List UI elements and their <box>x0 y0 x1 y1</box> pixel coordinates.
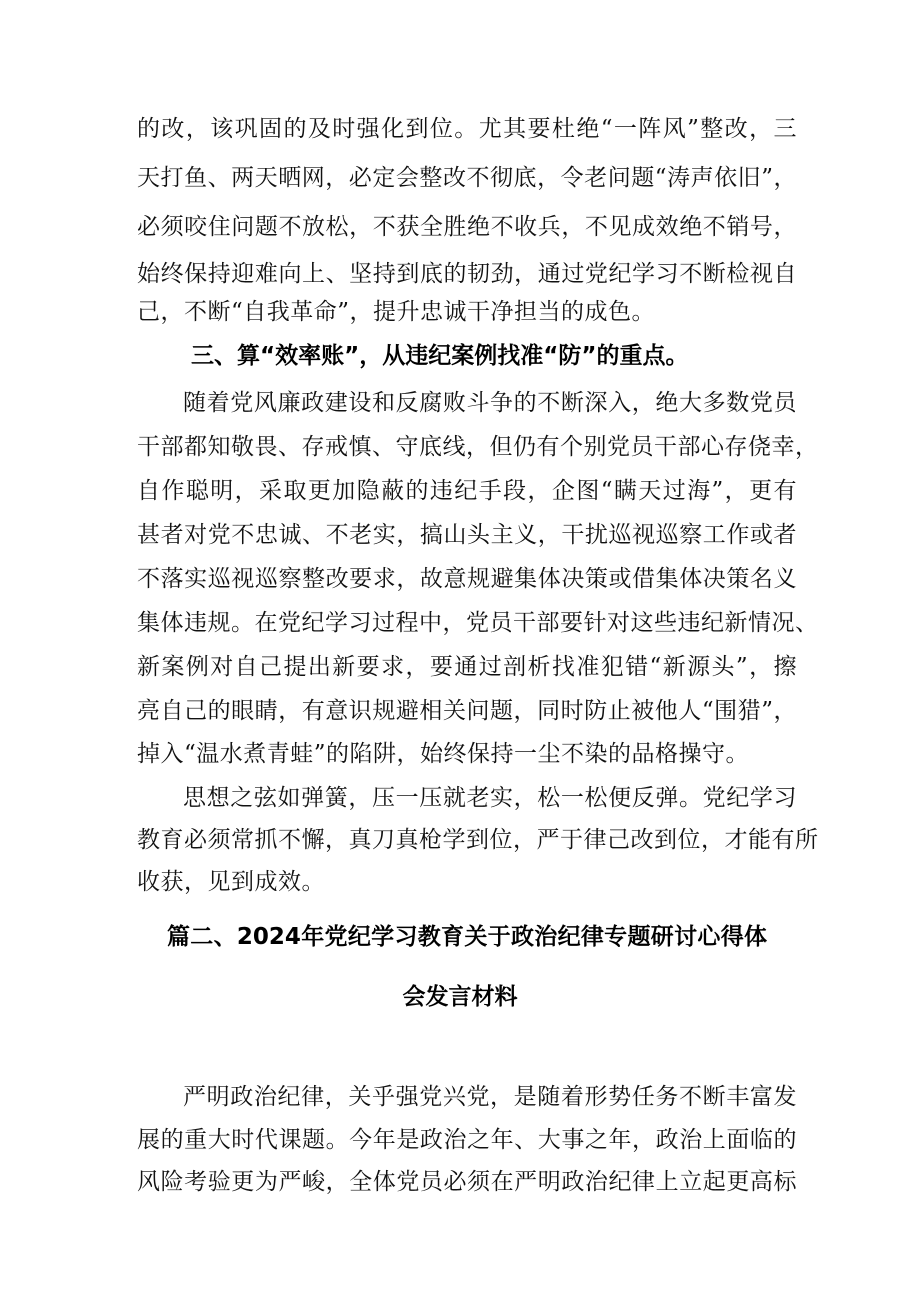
text-line: 教育必须常抓不懈，真刀真枪学到位，严于律己改到位，才能有所 <box>137 827 819 853</box>
article-title-line-1: 篇二、2024年党纪学习教育关于政治纪律专题研讨心得体 <box>167 924 767 950</box>
text-line: 严明政治纪律，关乎强党兴党，是随着形势任务不断丰富发 <box>183 1084 797 1110</box>
text-line: 干部都知敬畏、存戒慎、守底线，但仍有个别党员干部心存侥幸， <box>137 434 819 460</box>
text-line: 不落实巡视巡察整改要求，故意规避集体决策或借集体决策名义 <box>137 566 797 592</box>
text-line: 集体违规。在党纪学习过程中，党员干部要针对这些违纪新情况、 <box>137 610 819 636</box>
text-line: 思想之弦如弹簧，压一压就老实，松一松便反弹。党纪学习 <box>183 785 797 811</box>
text-line: 掉入“温水煮青蛙”的陷阱，始终保持一尘不染的品格操守。 <box>137 741 750 767</box>
article-title-line-2: 会发言材料 <box>402 984 518 1010</box>
text-line: 展的重大时代课题。今年是政治之年、大事之年，政治上面临的 <box>137 1127 797 1153</box>
text-line: 风险考验更为严峻，全体党员必须在严明政治纪律上立起更高标 <box>137 1169 797 1195</box>
text-line: 甚者对党不忠诚、不老实，搞山头主义，干扰巡视巡察工作或者 <box>137 522 797 548</box>
text-line: 始终保持迎难向上、坚持到底的韧劲，通过党纪学习不断检视自 <box>137 261 797 287</box>
text-line: 自作聪明，采取更加隐蔽的违纪手段，企图“瞒天过海”，更有 <box>137 478 797 504</box>
section-heading: 三、算“效率账”，从违纪案例找准“防”的重点。 <box>191 343 689 369</box>
text-line: 亮自己的眼睛，有意识规避相关问题，同时防止被他人“围猎”， <box>137 698 797 724</box>
text-line: 收获，见到成效。 <box>137 869 325 895</box>
text-line: 的改，该巩固的及时强化到位。尤其要杜绝“一阵风”整改，三 <box>137 116 797 142</box>
text-line: 必须咬住问题不放松，不获全胜绝不收兵，不见成效绝不销号， <box>137 214 797 240</box>
text-line: 己，不断“自我革命”，提升忠诚干净担当的成色。 <box>137 299 656 325</box>
text-line: 随着党风廉政建设和反腐败斗争的不断深入，绝大多数党员 <box>183 390 797 416</box>
text-line: 新案例对自己提出新要求，要通过剖析找准犯错“新源头”，擦 <box>137 654 797 680</box>
text-line: 天打鱼、两天晒网，必定会整改不彻底，令老问题“涛声依旧”， <box>137 165 797 191</box>
